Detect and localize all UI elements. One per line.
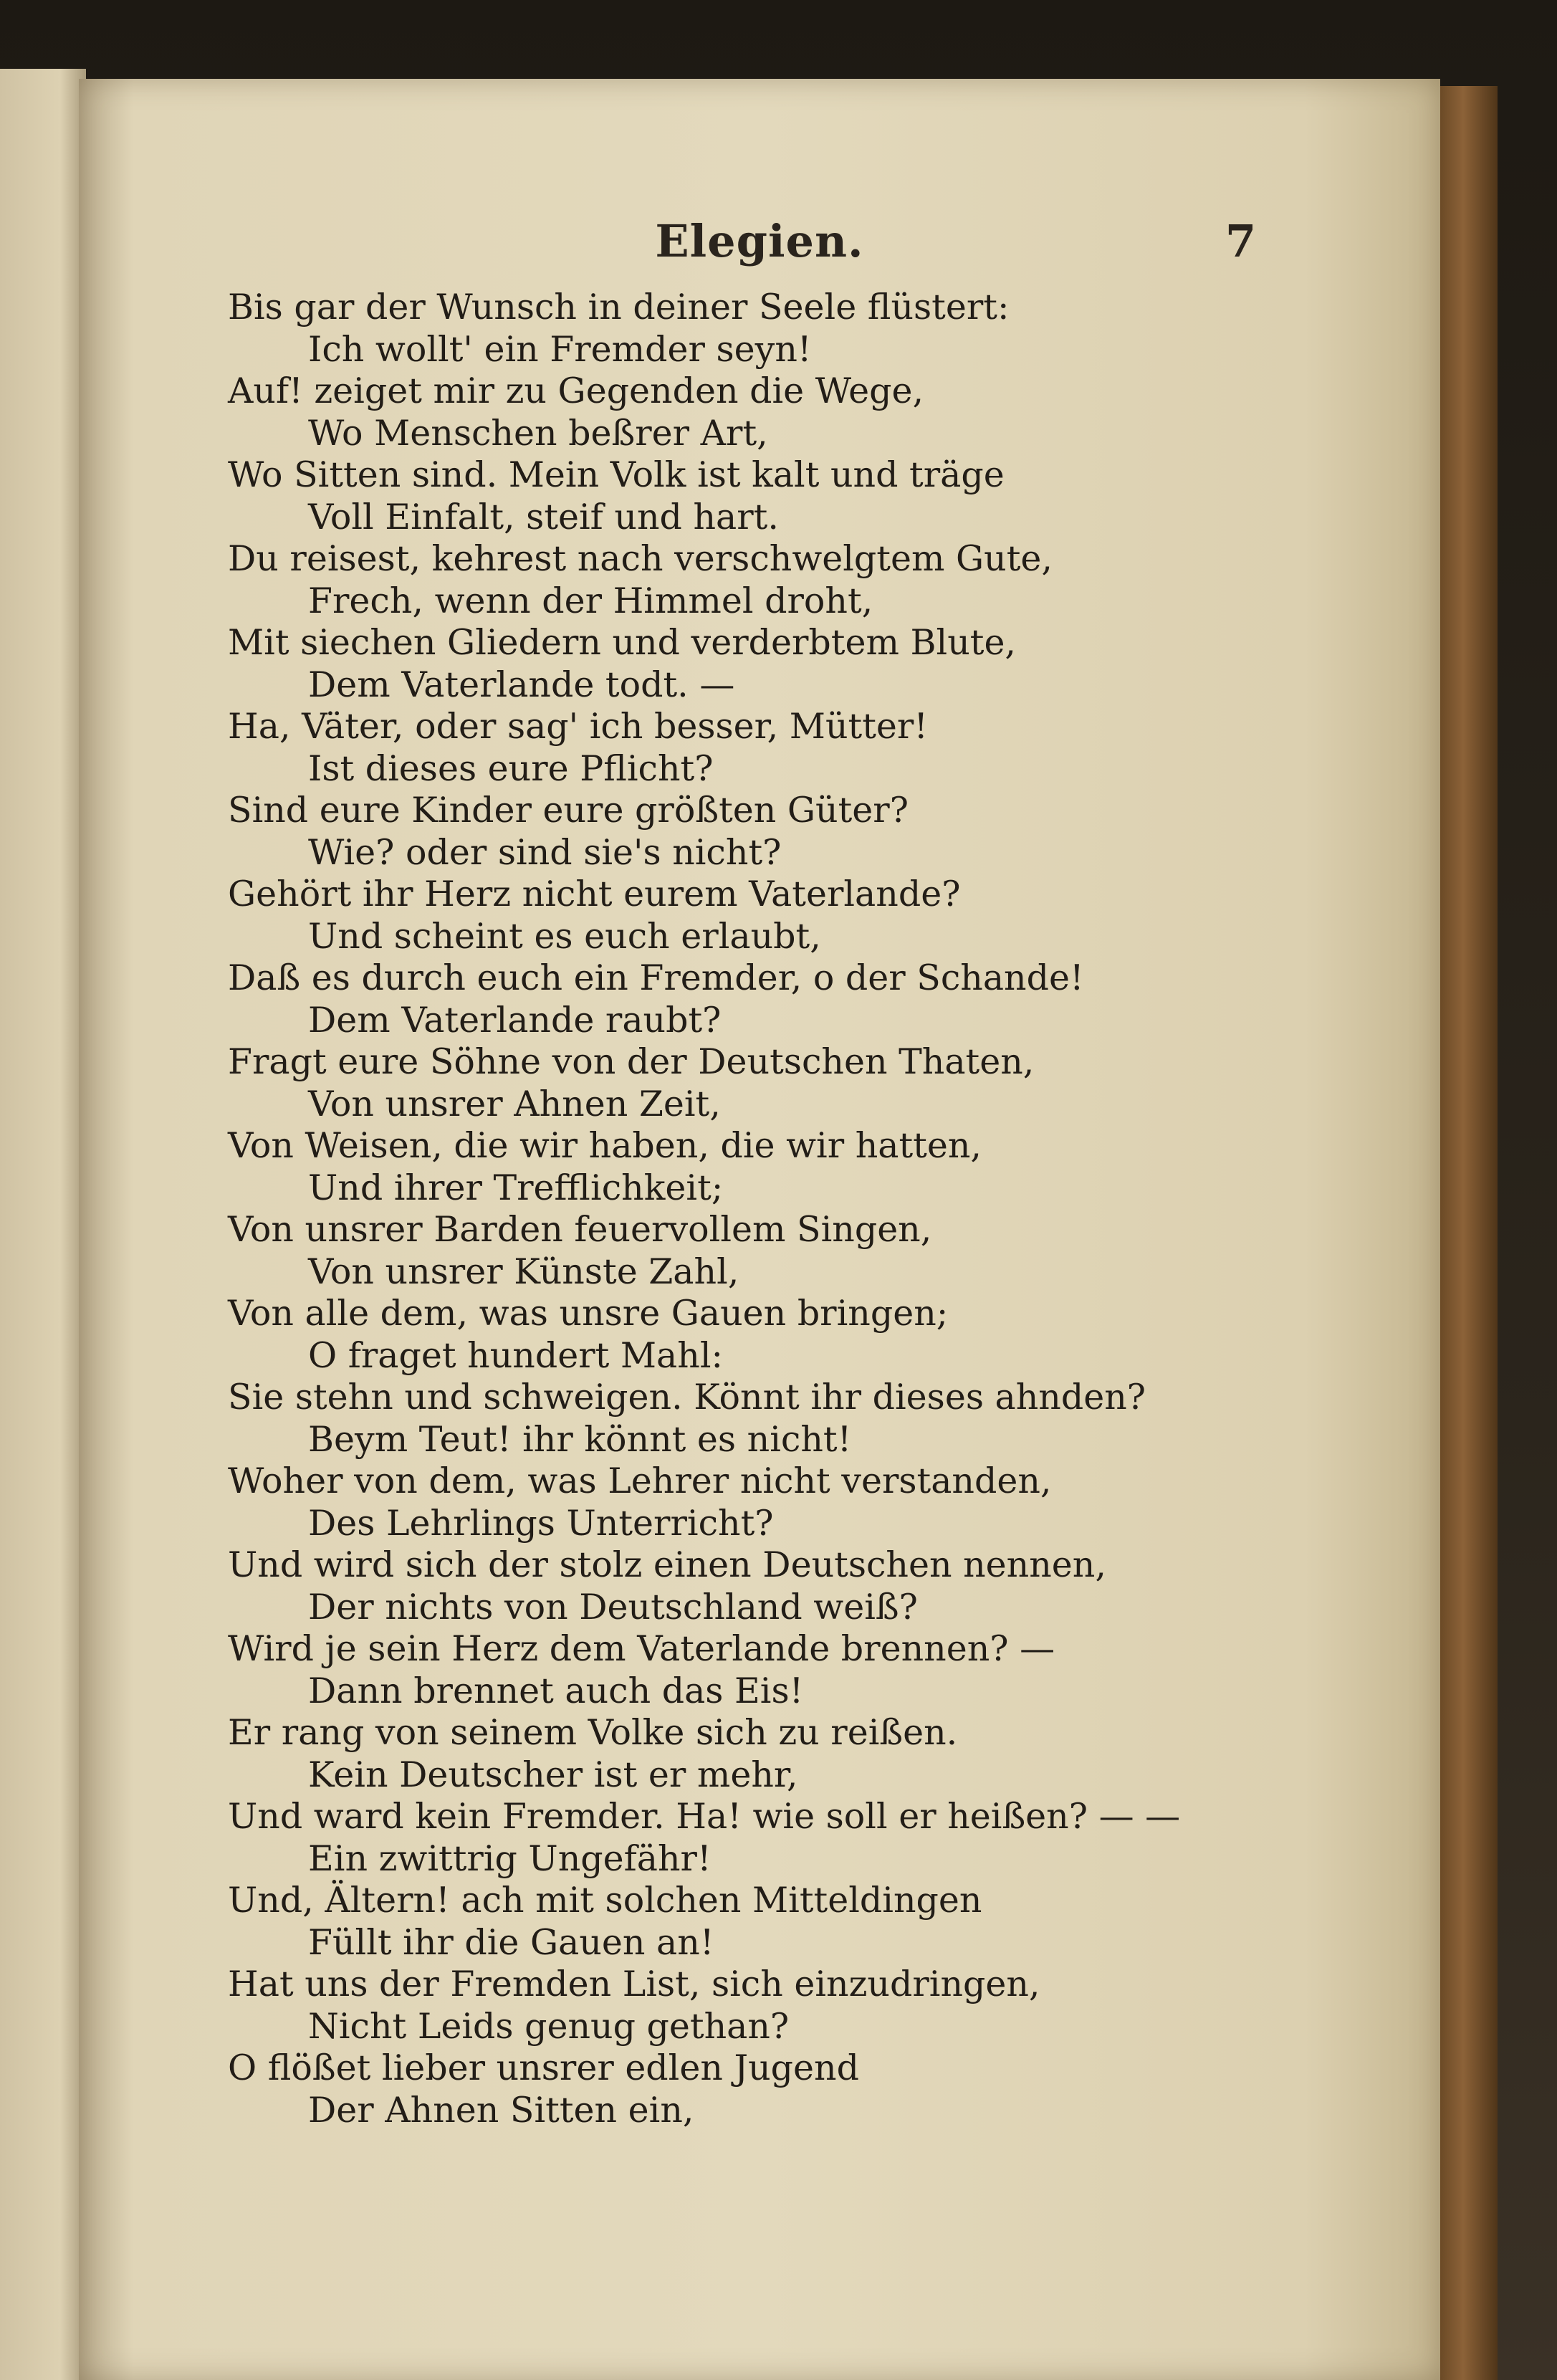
poem-line: Der Ahnen Sitten ein, [308, 2089, 694, 2131]
poem-line: Von unsrer Künste Zahl, [308, 1251, 739, 1292]
running-head-title: Elegien. [655, 215, 864, 267]
poem-line: Wird je sein Herz dem Vaterlande brennen? — [228, 1628, 1055, 1669]
poem-line: Wie? oder sind sie's nicht? [308, 831, 782, 873]
poem-line: Von unsrer Barden feuervollem Singen, [228, 1209, 932, 1250]
poem-line: Von alle dem, was unsre Gauen bringen; [228, 1293, 949, 1334]
poem-line: Mit siechen Gliedern und verderbtem Blute, [228, 622, 1017, 663]
poem-line: Voll Einfalt, steif und hart. [308, 496, 779, 537]
poem-line: Auf! zeiget mir zu Gegenden die Wege, [228, 371, 924, 411]
poem-line: Von Weisen, die wir haben, die wir hatten, [228, 1125, 982, 1166]
poem-line: Sie stehn und schweigen. Könnt ihr dieses ahnden? [228, 1377, 1146, 1418]
poem-line: Gehört ihr Herz nicht eurem Vaterlande? [228, 874, 961, 914]
poem-line: Sind eure Kinder eure größten Güter? [228, 790, 909, 831]
poem-line: Dem Vaterlande raubt? [308, 999, 722, 1041]
poem-line: Bis gar der Wunsch in deiner Seele flüstert: [228, 287, 1010, 328]
poem-line: Des Lehrlings Unterricht? [308, 1502, 774, 1544]
poem-line: O flößet lieber unsrer edlen Jugend [228, 2047, 859, 2088]
poem-line: Wo Menschen beßrer Art, [308, 412, 768, 454]
poem-line: Von unsrer Ahnen Zeit, [308, 1083, 721, 1124]
poem-line: Wo Sitten sind. Mein Volk ist kalt und träge [228, 454, 1005, 495]
poem-line: Der nichts von Deutschland weiß? [308, 1586, 918, 1628]
poem-line: Füllt ihr die Gauen an! [308, 1921, 714, 1963]
poem-line: Daß es durch euch ein Fremder, o der Schande! [228, 957, 1084, 998]
poem-line: Kein Deutscher ist er mehr, [308, 1754, 798, 1795]
book-cover-edge [1440, 86, 1498, 2380]
poem-line: Fragt eure Söhne von der Deutschen Thaten, [228, 1041, 1035, 1082]
facing-page-edge [0, 69, 86, 2380]
poem-line: O fraget hundert Mahl: [308, 1334, 724, 1376]
poem-line: Und wird sich der stolz einen Deutschen nennen, [228, 1544, 1106, 1585]
poem-line: Hat uns der Fremden List, sich einzudringen, [228, 1964, 1040, 2004]
poem-line: Und scheint es euch erlaubt, [308, 915, 821, 957]
poem-line: Du reisest, kehrest nach verschwelgtem Gute, [228, 538, 1053, 579]
poem-line: Ist dieses eure Pflicht? [308, 747, 714, 789]
poem-line: Und ihrer Trefflichkeit; [308, 1167, 724, 1208]
poem-line: Woher von dem, was Lehrer nicht verstanden, [228, 1461, 1052, 1501]
poem-text [228, 287, 1410, 2131]
poem-line: Ha, Väter, oder sag' ich besser, Mütter! [228, 706, 929, 747]
poem-line: Und, Ältern! ach mit solchen Mitteldingen [228, 1880, 982, 1921]
poem-line: Dann brennet auch das Eis! [308, 1670, 804, 1711]
poem-line: Nicht Leids genug gethan? [308, 2005, 790, 2047]
poem-line: Er rang von seinem Volke sich zu reißen. [228, 1712, 958, 1753]
poem-line: Ich wollt' ein Fremder seyn! [308, 328, 812, 370]
page-number: 7 [1225, 215, 1257, 267]
poem-line: Dem Vaterlande todt. — [308, 664, 735, 705]
poem-line: Und ward kein Fremder. Ha! wie soll er heißen? — — [228, 1796, 1181, 1837]
poem-line: Beym Teut! ihr könnt es nicht! [308, 1418, 852, 1460]
poem-line: Ein zwittrig Ungefähr! [308, 1837, 712, 1879]
poem-line: Frech, wenn der Himmel droht, [308, 580, 873, 621]
